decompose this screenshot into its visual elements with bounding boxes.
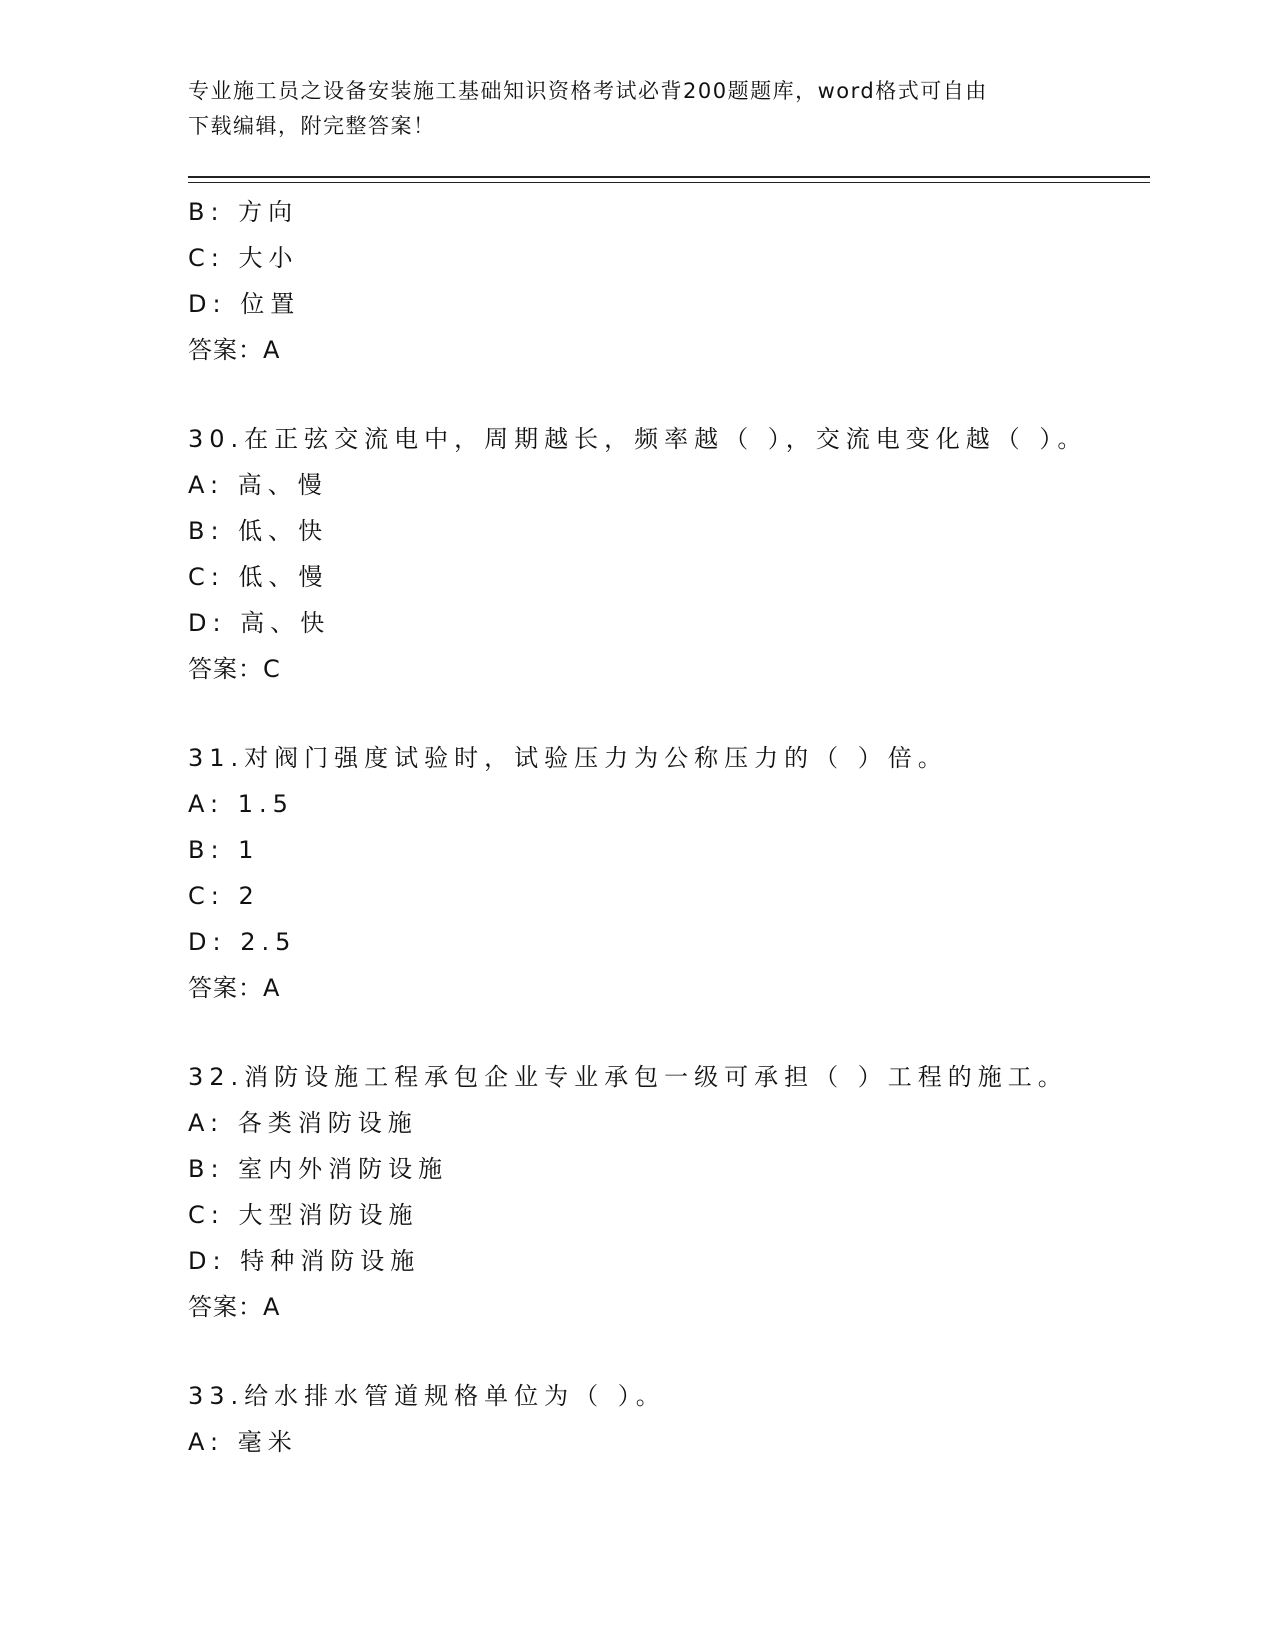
header-divider-thin: [188, 182, 1150, 183]
block-spacer: [188, 692, 1148, 735]
answer-option: C: 低、慢: [188, 563, 329, 591]
question-text: 33.给水排水管道规格单位为（ ）。: [188, 1382, 666, 1410]
block-spacer: [188, 373, 1148, 416]
answer-option: B: 方向: [188, 198, 299, 226]
document-header: [188, 74, 1068, 144]
header-divider-thick: [188, 176, 1150, 178]
answer-option: D: 高、快: [188, 609, 331, 637]
question-block: [188, 1054, 1148, 1330]
answer-key: 答案：A: [188, 1293, 281, 1321]
answer-option: D: 2.5: [188, 928, 297, 956]
answer-option: D: 特种消防设施: [188, 1247, 421, 1275]
answer-option: D: 位置: [188, 290, 301, 318]
block-spacer: [188, 1011, 1148, 1054]
question-text: 32.消防设施工程承包企业专业承包一级可承担（ ）工程的施工。: [188, 1063, 1068, 1091]
block-spacer: [188, 1330, 1148, 1373]
answer-option: A: 高、慢: [188, 471, 328, 499]
question-block: [188, 735, 1148, 1011]
answer-option: C: 2: [188, 882, 260, 910]
answer-option: C: 大小: [188, 244, 299, 272]
answer-option: A: 毫米: [188, 1428, 298, 1456]
question-block: [188, 1373, 1148, 1465]
answer-option: B: 低、快: [188, 517, 329, 545]
header-title-line-1: 专业施工员之设备安装施工基础知识资格考试必背200题题库，word格式可自由: [188, 79, 988, 103]
answer-key: 答案：C: [188, 655, 281, 683]
question-block: [188, 416, 1148, 692]
answer-option: C: 大型消防设施: [188, 1201, 419, 1229]
question-text: 31.对阀门强度试验时，试验压力为公称压力的（ ）倍。: [188, 744, 948, 772]
question-text: 30.在正弦交流电中，周期越长，频率越（ ），交流电变化越（ ）。: [188, 425, 1088, 453]
question-list: [188, 189, 1148, 1465]
answer-option: A: 各类消防设施: [188, 1109, 418, 1137]
answer-option: B: 1: [188, 836, 260, 864]
question-block: [188, 189, 1148, 373]
answer-option: B: 室内外消防设施: [188, 1155, 449, 1183]
answer-option: A: 1.5: [188, 790, 294, 818]
header-title-line-2: 下载编辑，附完整答案！: [188, 114, 436, 138]
answer-key: 答案：A: [188, 336, 281, 364]
answer-key: 答案：A: [188, 974, 281, 1002]
